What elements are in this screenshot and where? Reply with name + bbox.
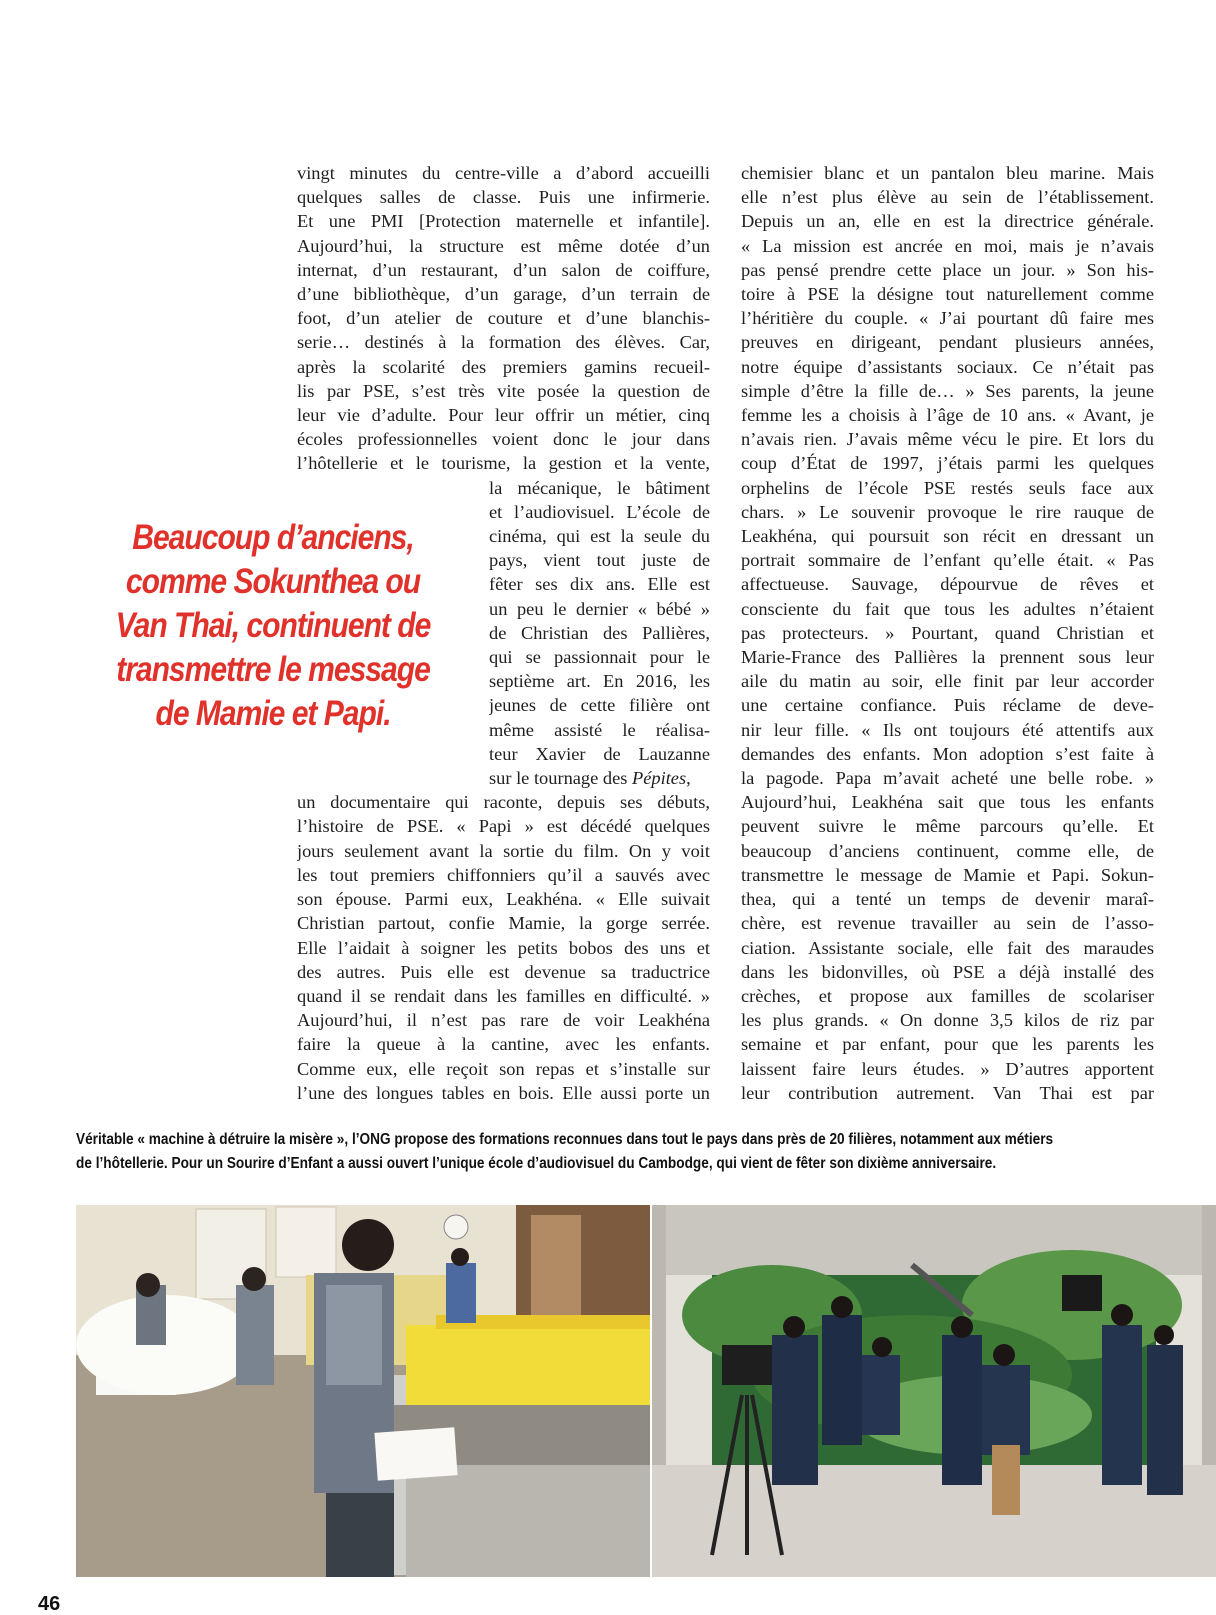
text-line: même assisté le réalisa- (489, 719, 710, 740)
text-line: femme les a choisis à l’âge de 10 ans. « Avant, je (741, 405, 1154, 426)
text-line: pas pensé prendre cette place un jour. » Son his- (741, 259, 1154, 280)
pull-quote-line: de Mamie et Papi. (155, 694, 391, 733)
text-line: transmettre le message de Mamie et Papi. Sokun- (741, 864, 1154, 885)
text-line: pas protecteurs. » Pourtant, quand Christian et (741, 622, 1154, 643)
text-line: ciation. Assistante sociale, elle fait des maraudes (741, 937, 1154, 958)
text-line: toire à PSE la désigne tout naturellement comme (741, 284, 1154, 305)
left-column-indented-text (489, 476, 710, 791)
text-line: consciente du fait que tous les adultes n’étaient (741, 598, 1154, 619)
text-line: orphelins de l’école PSE restés seuls face aux (741, 477, 1154, 498)
text-line: un documentaire qui raconte, depuis ses débuts, (297, 792, 710, 813)
text-line: écoles professionnelles voient donc le jour dans (297, 429, 710, 450)
text-line: Elle l’aidait à soigner les petits bobos des uns et (297, 937, 710, 958)
text-line: un peu le dernier « bébé » (489, 598, 710, 619)
text-line: la mécanique, le bâtiment (489, 477, 710, 498)
text-line: une certaine confiance. Puis réclame de deve- (741, 695, 1154, 716)
film-school-shoot-photo (652, 1205, 1216, 1577)
text-line: « La mission est ancrée en moi, mais je n’avais (741, 235, 1154, 256)
text-line: faire la queue à la cantine, avec les enfants. (297, 1034, 710, 1055)
text-line: septième art. En 2016, les (489, 671, 710, 692)
text-line: foot, d’un atelier de couture et d’une blanchis- (297, 308, 710, 329)
text-line: laissent faire leurs études. » D’autres apportent (741, 1058, 1154, 1079)
text-line: Christian partout, confie Mamie, la gorge serrée. (297, 913, 710, 934)
text-line: simple d’être la fille de… » Ses parents, la jeune (741, 380, 1154, 401)
pull-quote-line: Beaucoup d’anciens, (132, 518, 414, 557)
text-line: quand il se rendait dans les familles en difficulté. » (297, 985, 710, 1006)
left-column-bottom-text (297, 790, 710, 1105)
text-line: Aujourd’hui, Leakhéna sait que tous les enfants (741, 792, 1154, 813)
text-line: teur Xavier de Lauzanne (489, 743, 710, 764)
text-line: lis par PSE, s’est très vite posée la question de (297, 380, 710, 401)
text-line: Leakhéna, qui poursuit son récit en dressant un (741, 526, 1154, 547)
text-line: Aujourd’hui, il n’est pas rare de voir Leakhéna (297, 1010, 710, 1031)
text-line: dans les bidonvilles, où PSE a déjà installé des (741, 961, 1154, 982)
text-line: portrait sommaire de l’enfant qu’elle était. « Pas (741, 550, 1154, 571)
text-line: et l’audiovisuel. L’école de (489, 501, 710, 522)
text-line: leur contribution autrement. Van Thai est par (741, 1082, 1154, 1103)
text-line: chère, est revenue travailler au sein de l’asso- (741, 913, 1154, 934)
caption-line: Véritable « machine à détruire la misère », l’ONG propose des formations reconnues dans tout le pays dans près de 20 filières, notamment aux métiers (76, 1131, 1054, 1148)
text-line: elle n’est plus élève au sein de l’établissement. (741, 187, 1154, 208)
text-line: l’une des longues tables en bois. Elle aussi porte un (297, 1082, 710, 1103)
text-line: preuves en dirigeant, pendant plusieurs années, (741, 332, 1154, 353)
text-line: pays, vient tout juste de (489, 550, 710, 571)
text-line: internat, d’un restaurant, d’un salon de coiffure, (297, 259, 710, 280)
text-line: jours seulement avant la sortie du film. On y voit (297, 840, 710, 861)
text-line: leur vie d’adulte. Pour leur offrir un métier, cinq (297, 405, 710, 426)
page-number: 46 (38, 1593, 61, 1615)
text-line: notre équipe d’assistants sociaux. Ce n’était pas (741, 356, 1154, 377)
text-line: chars. » Le souvenir provoque le rire rauque de (741, 501, 1154, 522)
text-line: qui se passionnait pour le (489, 647, 710, 668)
text-line: thea, qui a tenté un temps de devenir maraî- (741, 889, 1154, 910)
text-line: son épouse. Parmi eux, Leakhéna. « Elle suivait (297, 889, 710, 910)
pull-quote (114, 516, 432, 736)
text-line: l’hôtellerie et le tourisme, la gestion et la vente, (297, 453, 710, 474)
text-line: l’histoire de PSE. « Papi » est décédé quelques (297, 816, 710, 837)
text-line: Et une PMI [Protection maternelle et infantile]. (297, 211, 710, 232)
laundry-photo-illustration (76, 1205, 650, 1577)
text-line: aile du matin au soir, elle finit par leur accorder (741, 671, 1154, 692)
text-line: d’une bibliothèque, d’un garage, d’un terrain de (297, 284, 710, 305)
text-line: serie… destinés à la formation des élèves. Car, (297, 332, 710, 353)
text-line: Marie-France des Pallières la prennent sous leur (741, 647, 1154, 668)
text-line: semaine et par enfant, pour que les parents les (741, 1034, 1154, 1055)
text-line: cinéma, qui est la seule du (489, 526, 710, 547)
text-line: demandes des enfants. Mon adoption s’est faite à (741, 743, 1154, 764)
article-column-right (741, 161, 1154, 1101)
left-column-top-text (297, 161, 710, 476)
text-line: des autres. Puis elle est devenue sa traductrice (297, 961, 710, 982)
text-line: Aujourd’hui, la structure est même dotée d’un (297, 235, 710, 256)
right-column-text (741, 161, 1154, 1105)
pull-quote-line: Van Thai, continuent de (115, 606, 431, 645)
text-line: chemisier blanc et un pantalon bleu marine. Mais (741, 163, 1154, 183)
text-line: l’héritière du couple. « J’ai pourtant dû faire mes (741, 308, 1154, 329)
text-line: les tout premiers chiffonniers qu’il a sauvés avec (297, 864, 710, 885)
text-line: de Christian des Pallières, (489, 622, 710, 643)
text-line: n’avais rien. J’avais même vécu le pire. Et lors du (741, 429, 1154, 450)
pull-quote-line: transmettre le message (116, 650, 430, 689)
text-line: Depuis un an, elle en est la directrice générale. (741, 211, 1154, 232)
laundry-training-photo (76, 1205, 650, 1577)
text-line: beaucoup d’anciens continuent, comme elle, de (741, 840, 1154, 861)
text-line: jeunes de cette filière ont (489, 695, 710, 716)
text-line: crèches, et propose aux familles de scolariser (741, 985, 1154, 1006)
text-line: les plus grands. « On donne 3,5 kilos de riz par (741, 1010, 1154, 1031)
text-line: sur le tournage des Pépites, (489, 768, 691, 789)
text-line: après la scolarité des premiers gamins recueil- (297, 356, 710, 377)
caption-line: de l’hôtellerie. Pour un Sourire d’Enfant a aussi ouvert l’unique école d’audiovisuel du Cambodge, qui vient de fêter son dixième anniversaire. (76, 1155, 997, 1172)
text-line: affectueuse. Sauvage, dépourvue de rêves et (741, 574, 1154, 595)
film-title: Pépites (632, 768, 687, 789)
text-line: Comme eux, elle reçoit son repas et s’installe sur (297, 1058, 710, 1079)
text-line: quelques salles de classe. Puis une infirmerie. (297, 187, 710, 208)
text-line: coup d’État de 1997, j’étais parmi les quelques (741, 453, 1154, 474)
film-shoot-photo-illustration (652, 1205, 1216, 1577)
text-line: peuvent suivre le même parcours qu’elle. Et (741, 816, 1154, 837)
photo-caption (76, 1128, 1054, 1176)
pull-quote-line: comme Sokunthea ou (125, 562, 421, 601)
text-line: nir leur fille. « Ils ont toujours été attentifs aux (741, 719, 1154, 740)
text-line: vingt minutes du centre-ville a d’abord accueilli (297, 163, 710, 183)
text-line: fêter ses dix ans. Elle est (489, 574, 710, 595)
text-line: la pagode. Papa m’avait acheté une belle robe. » (741, 768, 1154, 789)
